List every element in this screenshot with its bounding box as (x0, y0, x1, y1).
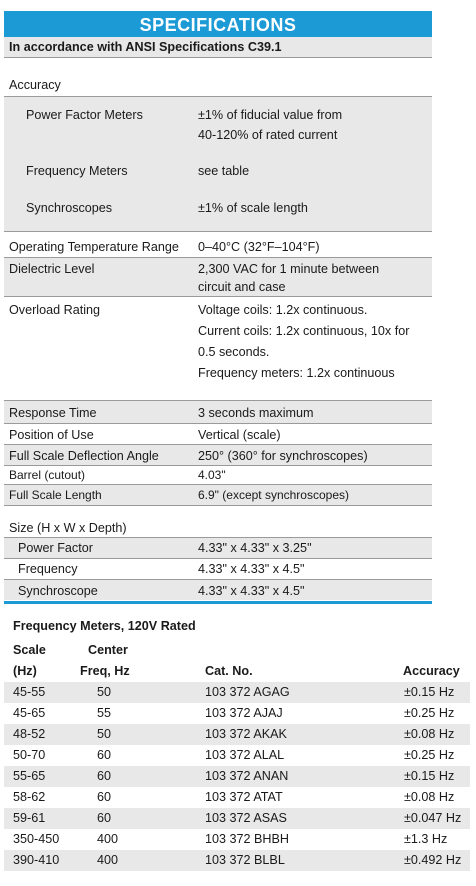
size-heading: Size (H x W x Depth) (9, 521, 127, 535)
divider (4, 465, 432, 466)
col-scale-head-1: Scale (13, 643, 46, 657)
power-factor-meters-value-1: ±1% of fiducial value from (198, 108, 343, 122)
divider (4, 558, 432, 559)
cat-no-cell: 103 372 AKAK (205, 727, 287, 741)
accuracy-cell: ±0.08 Hz (404, 790, 455, 804)
scale-cell: 45-65 (13, 706, 46, 720)
scale-cell: 390-410 (13, 853, 60, 867)
barrel-label: Barrel (cutout) (9, 468, 86, 482)
divider (4, 296, 432, 297)
overload-value-1: Voltage coils: 1.2x continuous. (198, 303, 368, 317)
size-power-factor-label: Power Factor (18, 541, 93, 555)
center-freq-cell: 400 (97, 832, 119, 846)
scale-cell: 58-62 (13, 790, 46, 804)
overload-value-4: Frequency meters: 1.2x continuous (198, 366, 395, 380)
power-factor-meters-value-2: 40-120% of rated current (198, 128, 338, 142)
position-of-use-label: Position of Use (9, 428, 94, 442)
full-scale-length-label: Full Scale Length (9, 488, 102, 502)
deflection-label: Full Scale Deflection Angle (9, 449, 159, 463)
size-frequency-value: 4.33" x 4.33" x 4.5" (198, 562, 305, 576)
overload-value-2: Current coils: 1.2x continuous, 10x for (198, 324, 410, 338)
scale-cell: 55-65 (13, 769, 46, 783)
center-freq-cell: 60 (97, 769, 112, 783)
overload-label: Overload Rating (9, 303, 101, 317)
accuracy-cell: ±0.25 Hz (404, 706, 455, 720)
scale-cell: 59-61 (13, 811, 46, 825)
specifications-header: SPECIFICATIONS (4, 11, 432, 37)
scale-cell: 45-55 (13, 685, 46, 699)
section-rule (4, 601, 432, 604)
dielectric-value-2: circuit and case (198, 280, 286, 294)
center-freq-cell: 400 (97, 853, 119, 867)
col-scale-head-2: (Hz) (13, 664, 37, 678)
divider (4, 57, 432, 58)
size-synchroscope-value: 4.33" x 4.33" x 4.5" (198, 584, 305, 598)
size-frequency-label: Frequency (18, 562, 78, 576)
divider (4, 231, 432, 232)
scale-cell: 48-52 (13, 727, 46, 741)
position-of-use-value: Vertical (scale) (198, 428, 281, 442)
cat-no-cell: 103 372 ANAN (205, 769, 289, 783)
center-freq-cell: 60 (97, 748, 112, 762)
divider (4, 423, 432, 424)
size-synchroscope-label: Synchroscope (18, 584, 98, 598)
accuracy-cell: ±0.492 Hz (404, 853, 462, 867)
col-cat-head: Cat. No. (205, 664, 253, 678)
synchroscopes-label: Synchroscopes (26, 201, 113, 215)
frequency-meters-value: see table (198, 164, 250, 178)
size-power-factor-value: 4.33" x 4.33" x 3.25" (198, 541, 312, 555)
cat-no-cell: 103 372 ASAS (205, 811, 287, 825)
scale-cell: 350-450 (13, 832, 60, 846)
accuracy-heading: Accuracy (9, 78, 61, 92)
dielectric-value-1: 2,300 VAC for 1 minute between (198, 262, 380, 276)
accuracy-cell: ±0.08 Hz (404, 727, 455, 741)
subtitle: In accordance with ANSI Specifications C39.1 (9, 40, 282, 54)
center-freq-cell: 50 (97, 685, 112, 699)
divider (4, 505, 432, 506)
center-freq-cell: 55 (97, 706, 112, 720)
full-scale-length-value: 6.9" (except synchroscopes) (198, 488, 349, 502)
operating-temp-label: Operating Temperature Range (9, 240, 179, 254)
center-freq-cell: 60 (97, 811, 112, 825)
operating-temp-value: 0–40°C (32°F–104°F) (198, 240, 320, 254)
col-accuracy-head: Accuracy (403, 664, 460, 678)
dielectric-label: Dielectric Level (9, 262, 95, 276)
cat-no-cell: 103 372 BLBL (205, 853, 285, 867)
cat-no-cell: 103 372 AGAG (205, 685, 290, 699)
deflection-value: 250° (360° for synchroscopes) (198, 449, 368, 463)
accuracy-cell: ±0.15 Hz (404, 685, 455, 699)
accuracy-cell: ±0.25 Hz (404, 748, 455, 762)
barrel-value: 4.03" (198, 468, 226, 482)
power-factor-meters-label: Power Factor Meters (26, 108, 143, 122)
synchroscopes-value: ±1% of scale length (198, 201, 308, 215)
accuracy-cell: ±1.3 Hz (404, 832, 448, 846)
center-freq-cell: 50 (97, 727, 112, 741)
col-center-head-1: Center (88, 643, 128, 657)
cat-no-cell: 103 372 ALAL (205, 748, 285, 762)
scale-cell: 50-70 (13, 748, 46, 762)
response-time-label: Response Time (9, 406, 97, 420)
cat-no-cell: 103 372 BHBH (205, 832, 290, 846)
freq-table-title: Frequency Meters, 120V Rated (13, 619, 196, 633)
col-center-head-2: Freq, Hz (80, 664, 130, 678)
frequency-meters-label: Frequency Meters (26, 164, 128, 178)
accuracy-cell: ±0.15 Hz (404, 769, 455, 783)
cat-no-cell: 103 372 ATAT (205, 790, 283, 804)
overload-value-3: 0.5 seconds. (198, 345, 270, 359)
response-time-value: 3 seconds maximum (198, 406, 314, 420)
center-freq-cell: 60 (97, 790, 112, 804)
cat-no-cell: 103 372 AJAJ (205, 706, 283, 720)
accuracy-cell: ±0.047 Hz (404, 811, 462, 825)
